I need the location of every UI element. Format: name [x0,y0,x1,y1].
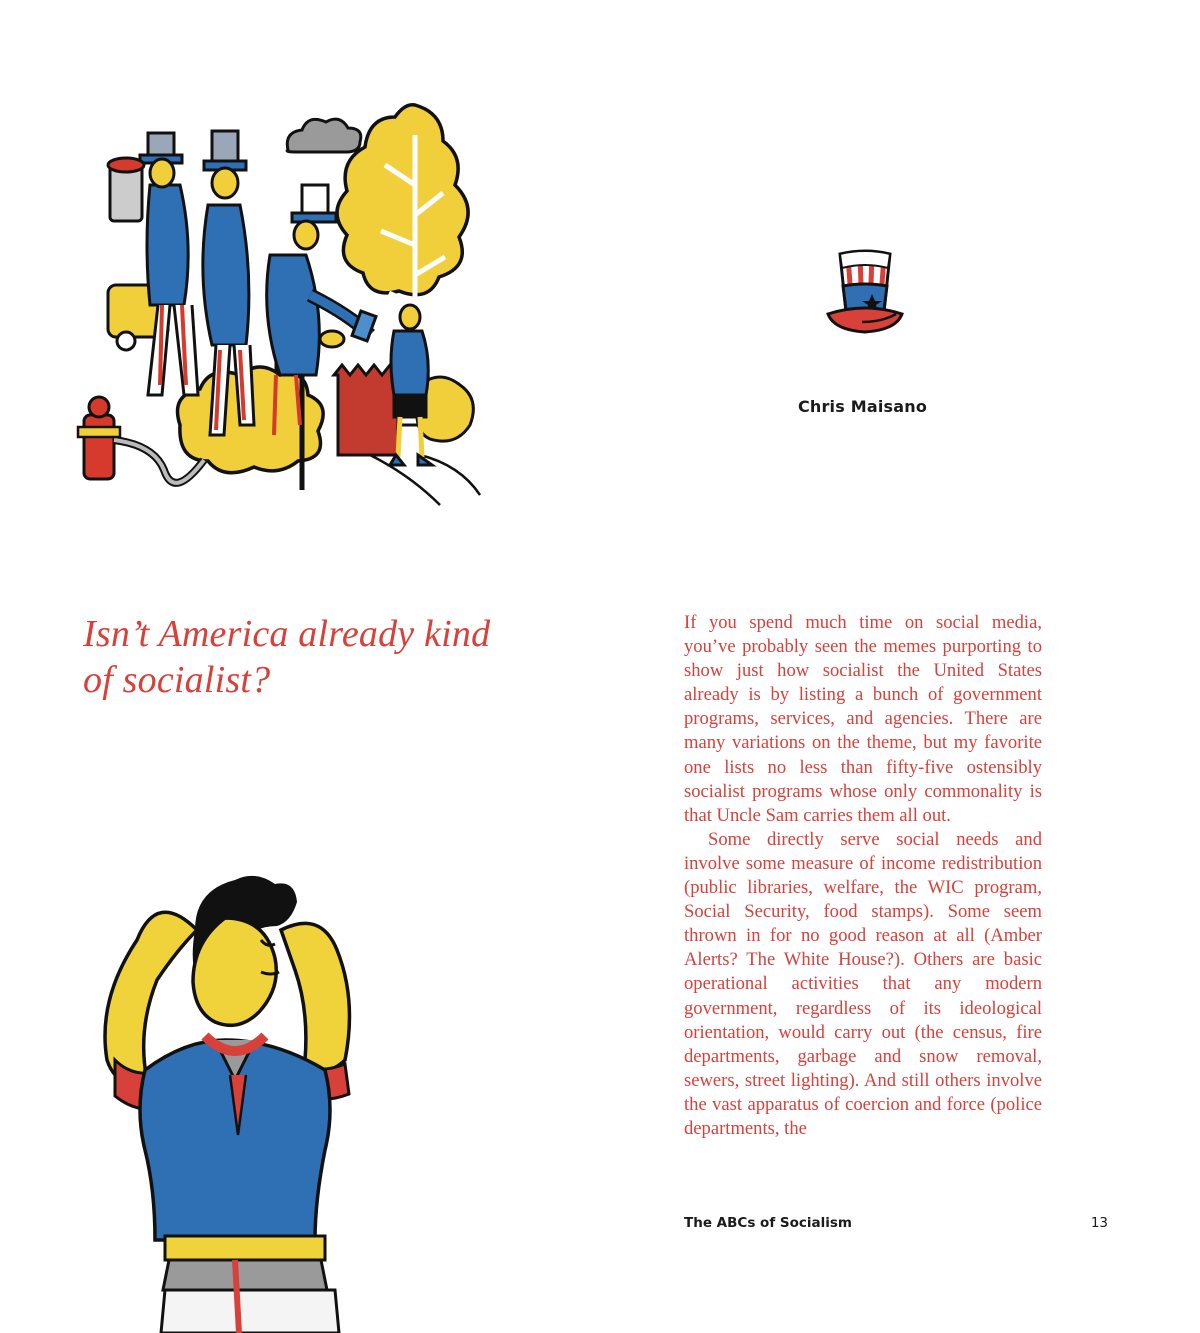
body-paragraph: If you spend much time on social media, you’ve probably seen the memes purporting to show just how socialist the United States already is by listing a bunch of government programs, services, and agencies. There are many variations on the theme, but my favorite one lists no less than fifty-five ostensibly socialist programs whose only commonality is that Uncle Sam carries them all out. [684,612,1042,826]
page-number: 13 [1090,1215,1108,1231]
uncle-sam-illustration [70,95,490,510]
running-footer-book-title: The ABCs of Socialism [684,1215,852,1231]
top-hat-icon [826,248,904,334]
author-name: Chris Maisano [797,397,928,416]
chapter-title: Isn’t America already kind of socialist? [83,613,491,701]
man-illustration [85,870,385,1333]
body-paragraph: Some directly serve social needs and involve some measure of income redistribution (public libraries, welfare, the WIC program, Social Security, food stamps). Some seem thrown in for no good reason at all (Amber Alerts? The White House?). Others are basic operational activities that any modern government, regardless of its ideological orientation, would carry out (the census, fire departments, garbage and snow removal, sewers, street lighting). And still others involve the vast apparatus of coercion and force (police departments, the [684,828,1042,1139]
body-text [684,611,1042,1141]
